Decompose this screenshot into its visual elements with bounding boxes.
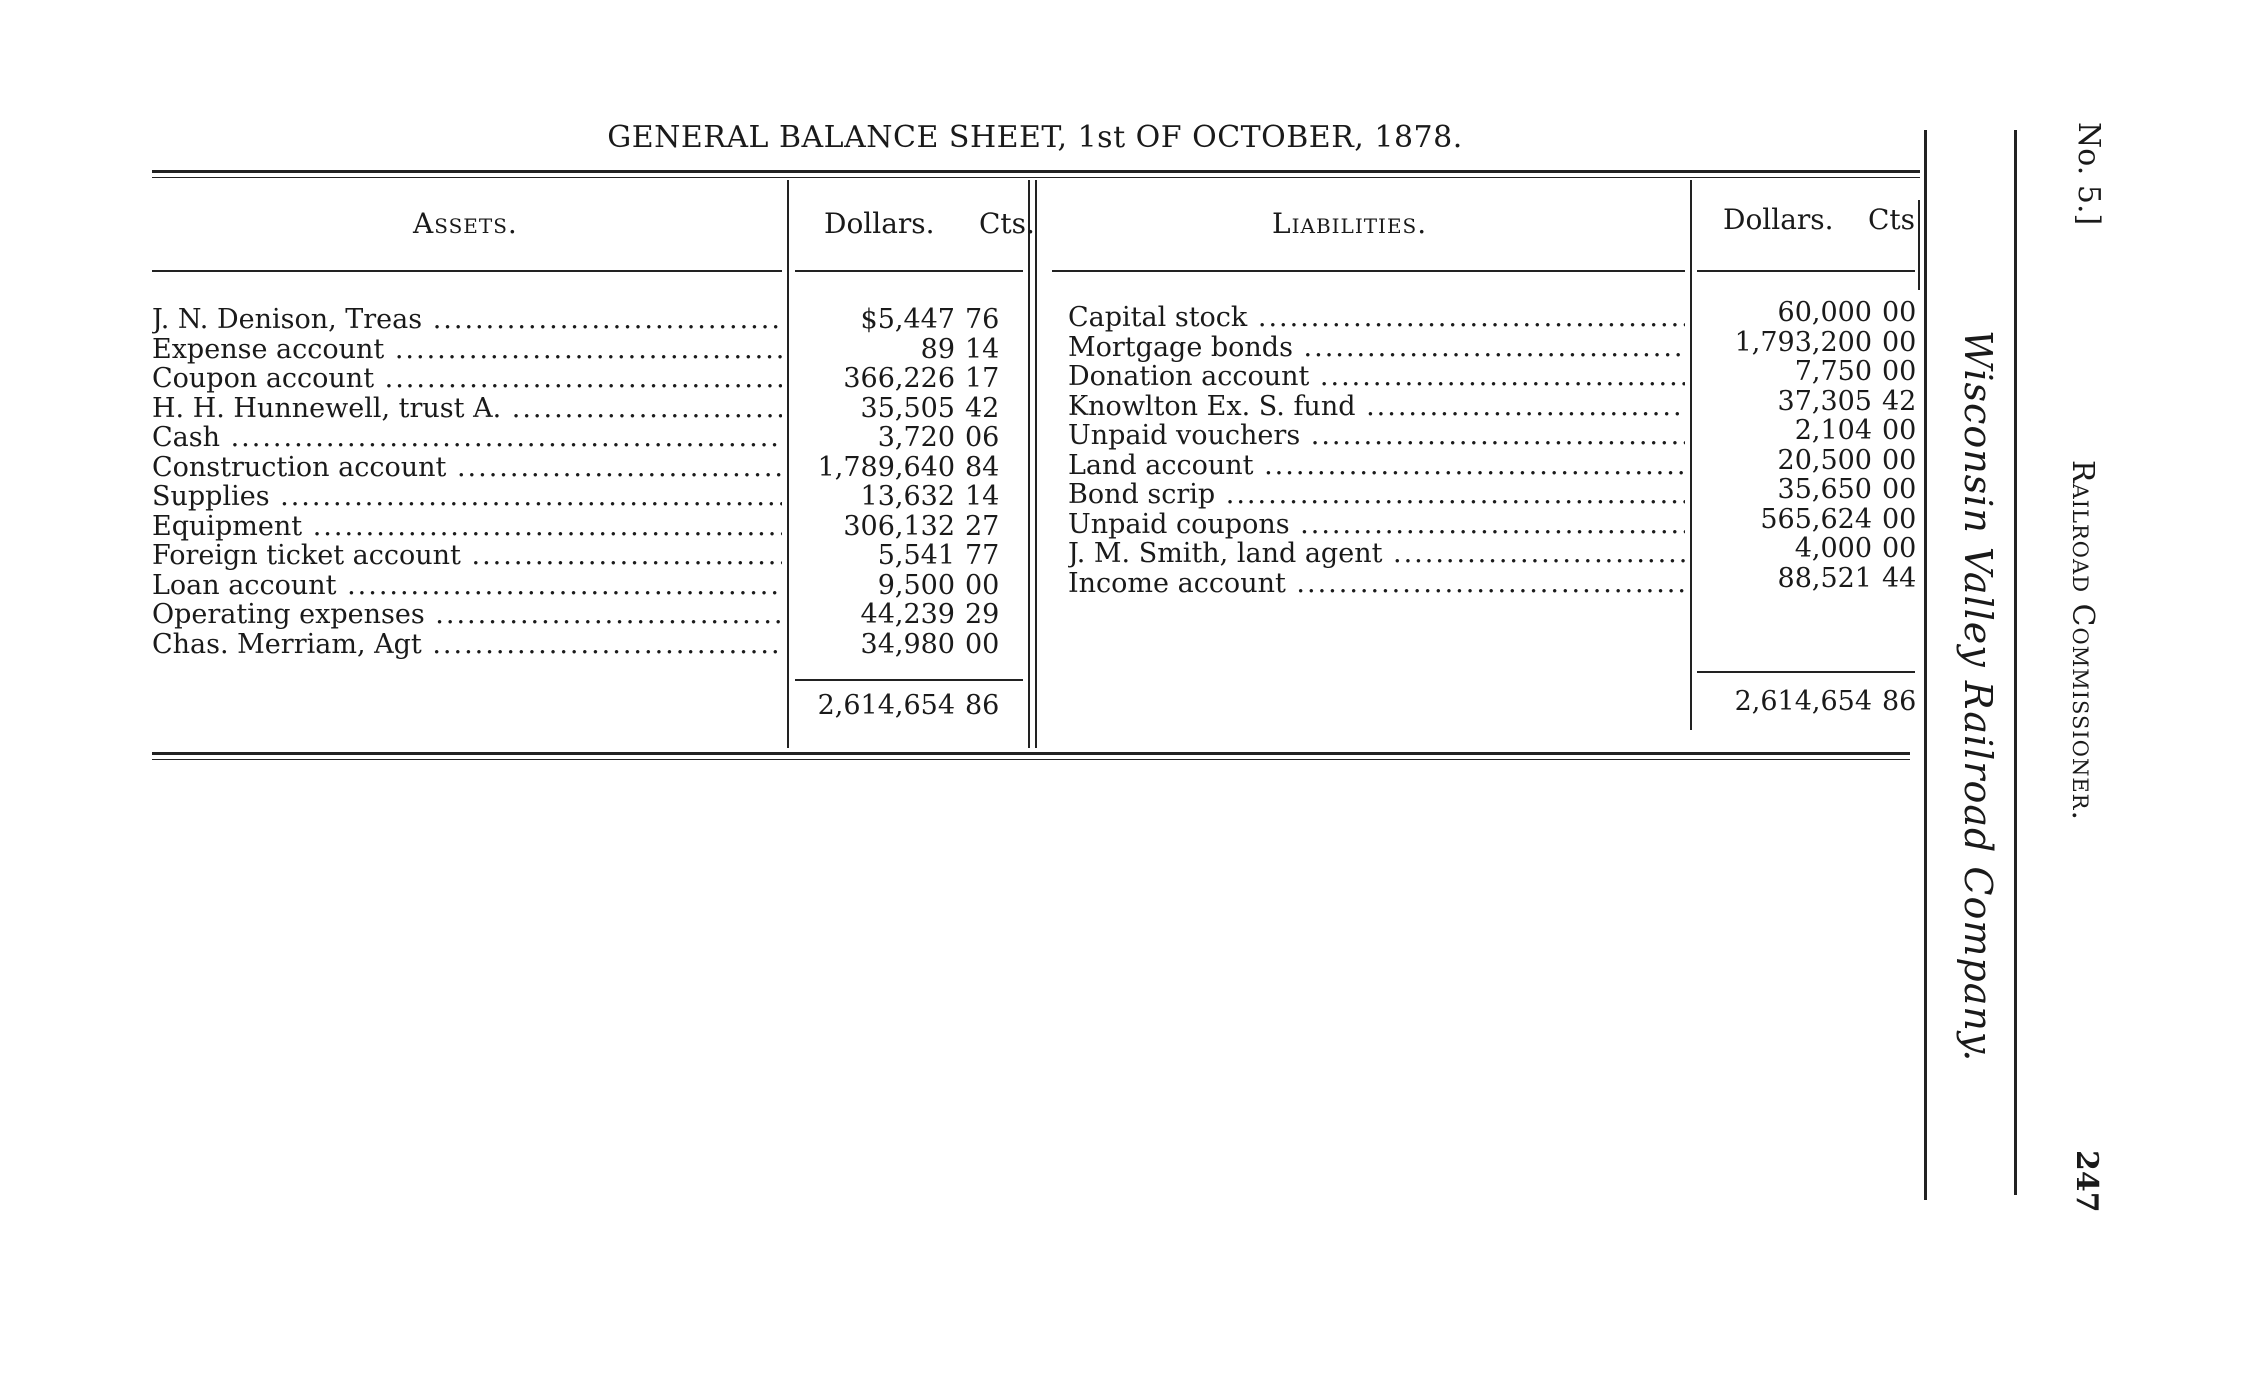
liability-label: Land account ..... — [1068, 451, 1685, 481]
assets-dollars-header: Dollars. — [824, 207, 935, 240]
header-underline-assets-amounts — [795, 270, 1023, 272]
asset-label: H. H. Hunnewell, trust A. ..... — [152, 394, 782, 424]
assets-header: Assets. — [413, 207, 518, 240]
asset-label: Coupon account ..... — [152, 364, 782, 394]
asset-cents: 00 — [965, 569, 1000, 601]
liability-label: Income account ..... — [1068, 569, 1685, 599]
liability-dollars: 7,750 — [1794, 356, 1872, 387]
asset-row — [152, 571, 782, 601]
commissioner-heading: Railroad Commissioner. — [2065, 460, 2100, 821]
liability-cents: 00 — [1882, 326, 1917, 358]
liability-cents: 00 — [1882, 356, 1917, 387]
liability-dollars: 1,793,200 — [1734, 326, 1872, 358]
liabilities-list — [1068, 303, 1685, 598]
liability-label: Donation account ..... — [1068, 362, 1685, 392]
top-rule-thick — [152, 170, 1920, 173]
liability-cents: 00 — [1882, 297, 1917, 328]
liabilities-header: Liabilities. — [1272, 207, 1428, 240]
liabilities-total-rule — [1697, 671, 1915, 673]
page-number: 247 — [2069, 1150, 2104, 1213]
liability-dollars: 35,650 — [1777, 474, 1872, 505]
assets-total-rule — [795, 679, 1023, 681]
asset-cents: 42 — [965, 392, 1000, 424]
bottom-rule-thick — [152, 752, 1910, 755]
assets-total-cents: 86 — [965, 690, 1000, 721]
company-name: Wisconsin Valley Railroad Company. — [1956, 330, 2000, 1063]
liability-dollars: 2,104 — [1794, 415, 1872, 446]
asset-dollars: 89 — [920, 333, 955, 365]
asset-row — [152, 305, 782, 335]
asset-label: Loan account ..... — [152, 571, 782, 601]
center-double-divider-b — [1035, 180, 1037, 748]
assets-cents-header: Cts. — [979, 207, 1035, 240]
liability-label: Mortgage bonds ..... — [1068, 333, 1685, 363]
liability-label: Bond scrip ..... — [1068, 480, 1685, 510]
header-underline-liabilities-amounts — [1697, 270, 1915, 272]
asset-cents: 76 — [965, 304, 1000, 335]
assets-dollars-column — [795, 305, 955, 659]
asset-cents: 84 — [965, 451, 1000, 483]
asset-cents: 17 — [965, 363, 1000, 394]
liabilities-cents-column — [1882, 298, 1918, 593]
liability-cents: 00 — [1882, 503, 1917, 535]
liability-row — [1068, 539, 1685, 569]
asset-label: Cash ..... — [152, 423, 782, 453]
asset-cents: 14 — [965, 333, 1000, 365]
liability-cents: 00 — [1882, 474, 1917, 505]
right-table-edge — [1918, 200, 1920, 290]
asset-cents: 29 — [965, 599, 1000, 630]
asset-cents: 14 — [965, 481, 1000, 512]
asset-row — [152, 541, 782, 571]
liability-label: J. M. Smith, land agent ..... — [1068, 539, 1685, 569]
liability-row — [1068, 451, 1685, 481]
liability-row — [1068, 333, 1685, 363]
liabilities-column-divider — [1690, 180, 1692, 730]
bottom-rule-thin — [152, 759, 1910, 760]
asset-label: J. N. Denison, Treas ..... — [152, 305, 782, 335]
liability-cents: 44 — [1882, 562, 1917, 594]
asset-dollars: $5,447 — [860, 304, 955, 335]
asset-dollars: 35,505 — [860, 392, 955, 424]
asset-row — [152, 630, 782, 660]
document-number: No. 5.] — [2071, 122, 2106, 226]
asset-cents: 27 — [965, 510, 1000, 542]
liability-dollars: 4,000 — [1794, 533, 1872, 564]
asset-dollars: 5,541 — [877, 540, 955, 571]
top-rule-thin — [152, 177, 1920, 178]
asset-row — [152, 512, 782, 542]
liability-row — [1068, 569, 1685, 599]
asset-dollars: 34,980 — [860, 628, 955, 660]
asset-dollars: 9,500 — [877, 569, 955, 601]
asset-cents: 77 — [965, 540, 1000, 571]
assets-total-dollars: 2,614,654 — [817, 690, 955, 721]
liabilities-dollars-column — [1700, 298, 1872, 593]
liability-label: Unpaid coupons ..... — [1068, 510, 1685, 540]
liabilities-dollars-header: Dollars. — [1723, 203, 1834, 236]
asset-dollars: 1,789,640 — [817, 451, 955, 483]
liability-dollars: 20,500 — [1777, 444, 1872, 476]
margin-rule-right — [2014, 130, 2017, 1195]
liability-row — [1068, 362, 1685, 392]
asset-label: Equipment ..... — [152, 512, 782, 542]
liability-dollars: 565,624 — [1760, 503, 1872, 535]
asset-dollars: 306,132 — [843, 510, 955, 542]
assets-list — [152, 305, 782, 659]
asset-dollars: 13,632 — [860, 481, 955, 512]
asset-row — [152, 600, 782, 630]
margin-rule-left — [1924, 130, 1927, 1200]
liability-row — [1068, 392, 1685, 422]
liabilities-cents-header: Cts — [1868, 203, 1916, 236]
liability-dollars: 37,305 — [1777, 385, 1872, 417]
asset-row — [152, 364, 782, 394]
liability-row — [1068, 510, 1685, 540]
asset-label: Foreign ticket account ..... — [152, 541, 782, 571]
liability-row — [1068, 303, 1685, 333]
liability-row — [1068, 421, 1685, 451]
liability-label: Unpaid vouchers ..... — [1068, 421, 1685, 451]
liability-cents: 00 — [1882, 444, 1917, 476]
liability-cents: 00 — [1882, 533, 1917, 564]
liability-label: Capital stock ..... — [1068, 303, 1685, 333]
liability-row — [1068, 480, 1685, 510]
assets-cents-column — [965, 305, 1005, 659]
assets-column-divider — [787, 180, 789, 748]
asset-row — [152, 394, 782, 424]
asset-row — [152, 453, 782, 483]
liability-dollars: 60,000 — [1777, 297, 1872, 328]
asset-dollars: 366,226 — [843, 363, 955, 394]
asset-label: Construction account ..... — [152, 453, 782, 483]
header-underline-assets — [152, 270, 782, 272]
liability-dollars: 88,521 — [1777, 562, 1872, 594]
asset-dollars: 3,720 — [877, 422, 955, 453]
asset-label: Supplies ..... — [152, 482, 782, 512]
asset-label: Operating expenses ..... — [152, 600, 782, 630]
asset-row — [152, 335, 782, 365]
asset-cents: 06 — [965, 422, 1000, 453]
asset-row — [152, 482, 782, 512]
page-title: GENERAL BALANCE SHEET, 1st OF OCTOBER, 1878. — [607, 120, 1463, 155]
asset-cents: 00 — [965, 628, 1000, 660]
liability-cents: 00 — [1882, 415, 1917, 446]
header-underline-liabilities — [1052, 270, 1685, 272]
liability-label: Knowlton Ex. S. fund ..... — [1068, 392, 1685, 422]
center-double-divider-a — [1028, 180, 1030, 748]
liability-cents: 42 — [1882, 385, 1917, 417]
asset-label: Expense account ..... — [152, 335, 782, 365]
liabilities-total-dollars: 2,614,654 — [1734, 686, 1872, 717]
asset-label: Chas. Merriam, Agt ..... — [152, 630, 782, 660]
asset-dollars: 44,239 — [860, 599, 955, 630]
asset-row — [152, 423, 782, 453]
liabilities-total-cents: 86 — [1882, 686, 1917, 717]
